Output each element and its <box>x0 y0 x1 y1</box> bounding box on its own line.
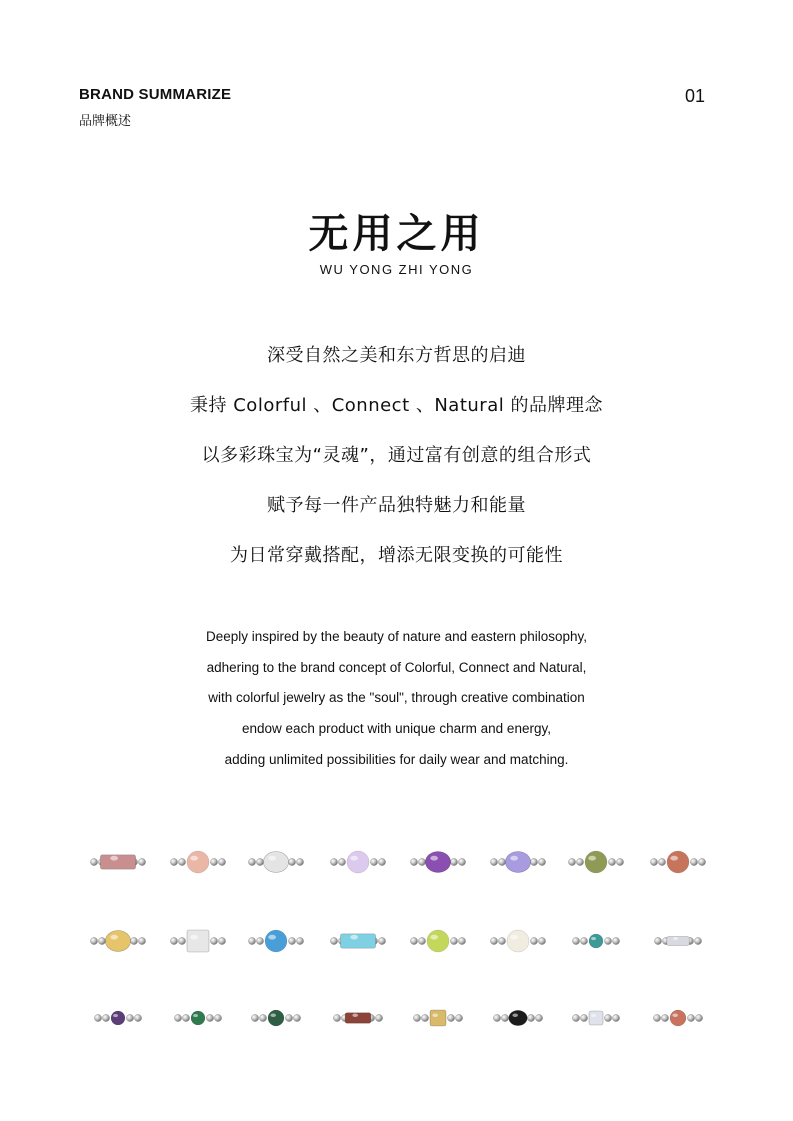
bead-charm-clear-cube-small <box>572 1011 619 1025</box>
intro-cn-line: 以多彩珠宝为“灵魂”，通过富有创意的组合形式 <box>201 445 592 466</box>
gemstone <box>427 930 449 952</box>
gem-highlight <box>430 935 438 940</box>
silver-ball <box>530 858 537 865</box>
silver-ball <box>616 858 623 865</box>
silver-ball <box>490 858 497 865</box>
silver-ball <box>572 1014 579 1021</box>
gem-highlight <box>510 856 518 861</box>
silver-ball <box>330 858 337 865</box>
silver-ball <box>130 937 137 944</box>
silver-ball <box>214 1014 221 1021</box>
silver-ball <box>498 858 505 865</box>
silver-ball <box>458 937 465 944</box>
silver-ball <box>248 858 255 865</box>
header-section-cn: 品牌概述 <box>79 114 132 129</box>
bead-charm-clear-cube <box>170 930 225 952</box>
header-section-en: BRAND SUMMARIZE <box>79 86 232 103</box>
gem-highlight <box>512 1013 518 1017</box>
intro-cn-line: 赋予每一件产品独特魅力和能量 <box>267 495 526 516</box>
gemstone <box>667 851 689 873</box>
silver-ball <box>182 1014 189 1021</box>
intro-en-line: adding unlimited possibilities for daily wear and matching. <box>224 751 569 767</box>
silver-ball <box>138 858 145 865</box>
gemstone <box>507 930 529 952</box>
gem-highlight <box>190 856 198 861</box>
silver-ball <box>256 937 263 944</box>
silver-ball <box>604 1014 611 1021</box>
silver-ball <box>333 1014 340 1021</box>
silver-ball <box>695 1014 702 1021</box>
silver-ball <box>450 858 457 865</box>
silver-ball <box>608 858 615 865</box>
silver-ball <box>218 937 225 944</box>
silver-ball <box>421 1014 428 1021</box>
silver-ball <box>458 858 465 865</box>
silver-ball <box>455 1014 462 1021</box>
brand-name-cn: 无用之用 <box>308 211 485 257</box>
gemstone <box>670 1010 686 1026</box>
silver-ball <box>658 858 665 865</box>
gem-highlight <box>110 935 118 940</box>
gemstone <box>187 930 209 952</box>
silver-ball <box>259 1014 266 1021</box>
bead-charm-turquoise-small <box>572 934 619 948</box>
silver-ball <box>248 937 255 944</box>
gemstone <box>589 934 603 948</box>
bead-charm-onyx-faceted <box>493 1010 542 1025</box>
bead-charm-citrine-cube <box>413 1010 462 1026</box>
silver-ball <box>653 1014 660 1021</box>
intro-cn-line: 秉持 Colorful 、Connect 、Natural 的品牌理念 <box>190 395 603 416</box>
gem-highlight <box>432 1013 438 1017</box>
silver-ball <box>535 1014 542 1021</box>
gem-highlight <box>352 1013 358 1017</box>
bead-charm-clear-quartz-faceted <box>248 852 303 873</box>
gem-highlight <box>350 856 358 861</box>
bead-charm-clear-tube-small <box>654 936 701 945</box>
bead-charm-jade-small <box>174 1011 221 1025</box>
silver-ball <box>98 937 105 944</box>
page-number: 01 <box>684 86 705 106</box>
silver-ball <box>418 858 425 865</box>
silver-ball <box>285 1014 292 1021</box>
silver-ball <box>654 937 661 944</box>
silver-ball <box>612 937 619 944</box>
gemstone <box>187 851 209 873</box>
bead-charm-lavender-round <box>330 851 385 873</box>
silver-ball <box>413 1014 420 1021</box>
silver-ball <box>134 1014 141 1021</box>
gem-highlight <box>673 937 678 940</box>
intro-en-line: Deeply inspired by the beauty of nature and eastern philosophy, <box>206 629 587 644</box>
gem-highlight <box>591 1014 596 1017</box>
intro-cn-line: 为日常穿戴搭配，增添无限变换的可能性 <box>230 545 563 566</box>
silver-ball <box>296 937 303 944</box>
gemstone <box>265 930 287 952</box>
gemstone <box>347 851 369 873</box>
silver-ball <box>501 1014 508 1021</box>
gem-highlight <box>268 856 276 861</box>
gemstone <box>345 1013 371 1023</box>
silver-ball <box>450 937 457 944</box>
silver-ball <box>138 937 145 944</box>
gemstone <box>667 936 689 945</box>
bead-charm-aquamarine-round <box>248 930 303 952</box>
gemstone <box>430 1010 446 1026</box>
bead-charm-peridot-round <box>410 930 465 952</box>
bead-charm-garnet-tube <box>333 1013 382 1023</box>
bead-charm-amethyst-faceted <box>410 852 465 873</box>
gemstone <box>111 1011 125 1025</box>
silver-ball <box>288 858 295 865</box>
gemstone <box>105 931 130 952</box>
silver-ball <box>690 858 697 865</box>
gem-highlight <box>190 935 198 940</box>
silver-ball <box>498 937 505 944</box>
silver-ball <box>375 1014 382 1021</box>
silver-ball <box>210 937 217 944</box>
intro-en-line: endow each product with unique charm and energy, <box>242 721 551 737</box>
bead-charm-olive-round <box>568 851 623 873</box>
silver-ball <box>447 1014 454 1021</box>
gemstone <box>505 852 530 873</box>
gemstone <box>100 855 135 869</box>
silver-ball <box>694 937 701 944</box>
silver-ball <box>170 937 177 944</box>
bead-charm-citrine-faceted <box>90 931 145 952</box>
silver-ball <box>493 1014 500 1021</box>
silver-ball <box>126 1014 133 1021</box>
bead-charm-pearl-round <box>490 930 545 952</box>
silver-ball <box>530 937 537 944</box>
gemstone <box>589 1011 603 1025</box>
silver-ball <box>410 937 417 944</box>
silver-ball <box>251 1014 258 1021</box>
silver-ball <box>90 937 97 944</box>
bead-charm-pink-round <box>170 851 225 873</box>
intro-en-line: with colorful jewelry as the "soul", through creative combination <box>208 690 585 706</box>
gemstone <box>340 934 375 948</box>
bead-charm-lavender-faceted <box>490 852 545 873</box>
silver-ball <box>296 858 303 865</box>
silver-ball <box>572 937 579 944</box>
gemstone <box>263 852 288 873</box>
bead-charm-sunstone-round-2 <box>653 1010 702 1026</box>
silver-ball <box>218 858 225 865</box>
gem-highlight <box>672 1013 678 1017</box>
bead-charm-amethyst-small <box>94 1011 141 1025</box>
silver-ball <box>370 858 377 865</box>
silver-ball <box>378 937 385 944</box>
silver-ball <box>538 937 545 944</box>
silver-ball <box>410 858 417 865</box>
gem-highlight <box>510 935 518 940</box>
silver-ball <box>293 1014 300 1021</box>
gem-highlight <box>193 1014 198 1017</box>
silver-ball <box>94 1014 101 1021</box>
silver-ball <box>418 937 425 944</box>
silver-ball <box>527 1014 534 1021</box>
bead-charm-sunstone-round <box>650 851 705 873</box>
silver-ball <box>178 937 185 944</box>
gemstone <box>191 1011 205 1025</box>
silver-ball <box>90 858 97 865</box>
silver-ball <box>330 937 337 944</box>
silver-ball <box>698 858 705 865</box>
silver-ball <box>604 937 611 944</box>
gem-highlight <box>670 856 678 861</box>
gem-highlight <box>430 856 438 861</box>
silver-ball <box>568 858 575 865</box>
gemstone <box>585 851 607 873</box>
silver-ball <box>661 1014 668 1021</box>
silver-ball <box>490 937 497 944</box>
silver-ball <box>174 1014 181 1021</box>
silver-ball <box>687 1014 694 1021</box>
intro-cn-line: 深受自然之美和东方哲思的启迪 <box>267 345 526 366</box>
gem-highlight <box>110 856 118 861</box>
silver-ball <box>206 1014 213 1021</box>
gem-highlight <box>591 937 596 940</box>
silver-ball <box>580 1014 587 1021</box>
silver-ball <box>288 937 295 944</box>
gemstone <box>425 852 450 873</box>
silver-ball <box>612 1014 619 1021</box>
bead-charm-aquamarine-tube <box>330 934 385 948</box>
silver-ball <box>210 858 217 865</box>
gemstone <box>509 1010 527 1025</box>
silver-ball <box>170 858 177 865</box>
silver-ball <box>256 858 263 865</box>
gem-highlight <box>350 935 358 940</box>
silver-ball <box>580 937 587 944</box>
silver-ball <box>102 1014 109 1021</box>
silver-ball <box>338 858 345 865</box>
gemstone <box>268 1010 284 1026</box>
intro-en-line: adhering to the brand concept of Colorful, Connect and Natural, <box>206 659 587 675</box>
silver-ball <box>178 858 185 865</box>
brand-name-en: WU YONG ZHI YONG <box>319 262 474 277</box>
silver-ball <box>576 858 583 865</box>
gem-highlight <box>268 935 276 940</box>
bead-charm-strawberry-quartz-tube <box>90 855 145 869</box>
silver-ball <box>650 858 657 865</box>
gem-highlight <box>270 1013 276 1017</box>
silver-ball <box>538 858 545 865</box>
bead-charm-malachite-round <box>251 1010 300 1026</box>
gem-highlight <box>113 1014 118 1017</box>
gem-highlight <box>588 856 596 861</box>
silver-ball <box>378 858 385 865</box>
